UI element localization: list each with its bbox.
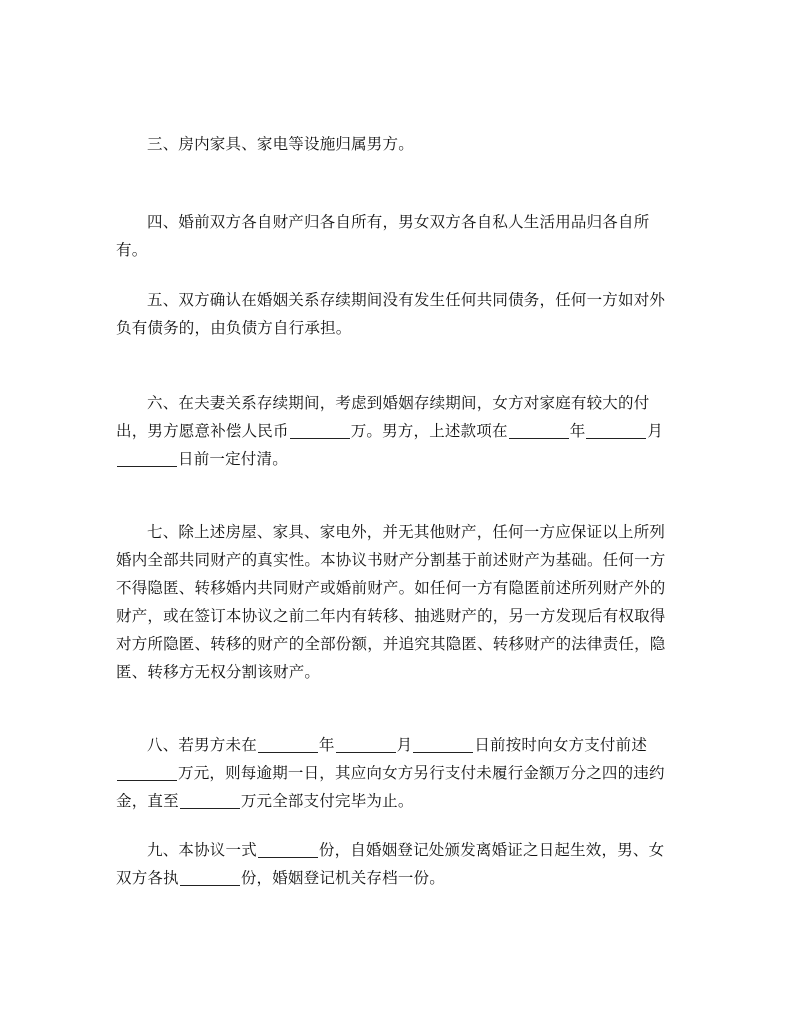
clause-8-text-5: 万元，则每逾期一日，其应向女方另行支付未履行金额万分之四的违约金，直至	[116, 763, 665, 810]
blank-amount-field	[117, 762, 177, 781]
clause-7	[116, 518, 676, 686]
clause-3	[116, 130, 676, 158]
clause-9-text-3: 份，婚姻登记机关存档一份。	[240, 868, 445, 887]
blank-month-field	[586, 420, 646, 439]
clause-8-text-1: 八、若男方未在	[147, 735, 257, 754]
blank-copies-field	[258, 839, 318, 858]
blank-month-field	[336, 734, 396, 753]
clause-5-text: 五、双方确认在婚姻关系存续期间没有发生任何共同债务，任何一方如对外负有债务的，由负债方自行承担。	[116, 290, 666, 337]
clause-6-text-1: 六、在夫妻关系存续期间，考虑到婚姻存续期间，女方对家庭有较大的付出，男方愿意补偿人民币	[116, 393, 650, 440]
clause-6-text-5: 日前一定付清。	[178, 449, 288, 468]
clause-5	[116, 286, 676, 342]
clause-6-text-4: 月	[647, 421, 664, 440]
blank-day-field	[413, 734, 473, 753]
clause-6-text-2: 万。男方，上述款项在	[350, 421, 508, 440]
clause-6	[116, 389, 676, 473]
clause-9-text-1: 九、本协议一式	[147, 840, 257, 859]
clause-7-text: 七、除上述房屋、家具、家电外，并无其他财产，任何一方应保证以上所列婚内全部共同财产的真实性。本协议书财产分割基于前述财产为基础。任何一方不得隐匿、转移婚内共同财产或婚前财产。如任何一方有隐匿前述所列财产外的财产，或在签订本协议之前二年内有转移、抽逃财产的，另一方发现后有权取得对方所隐匿、转移的财产的全部份额，并追究其隐匿、转移财产的法律责任，隐匿、转移方无权分割该财产。	[116, 522, 666, 681]
clause-3-text: 三、房内家具、家电等设施归属男方。	[147, 134, 414, 153]
clause-8	[116, 731, 676, 815]
blank-year-field	[509, 420, 569, 439]
blank-year-field	[258, 734, 318, 753]
clause-4	[116, 208, 676, 264]
blank-amount-field	[180, 790, 240, 809]
clause-8-text-4: 日前按时向女方支付前述	[474, 735, 648, 754]
blank-amount-field	[290, 420, 350, 439]
clause-8-text-6: 万元全部支付完毕为止。	[240, 791, 414, 810]
clause-9	[116, 836, 676, 892]
clause-4-text: 四、婚前双方各自财产归各自所有，男女双方各自私人生活用品归各自所有。	[116, 212, 650, 259]
clause-8-text-2: 年	[318, 735, 335, 754]
clause-9-text-2: 份，自婚姻登记处颁发离婚证之日起生效，男、女双方各执	[116, 840, 665, 887]
blank-day-field	[117, 448, 177, 467]
clause-6-text-3: 年	[569, 421, 586, 440]
clause-8-text-3: 月	[396, 735, 413, 754]
blank-copies-field	[180, 867, 240, 886]
